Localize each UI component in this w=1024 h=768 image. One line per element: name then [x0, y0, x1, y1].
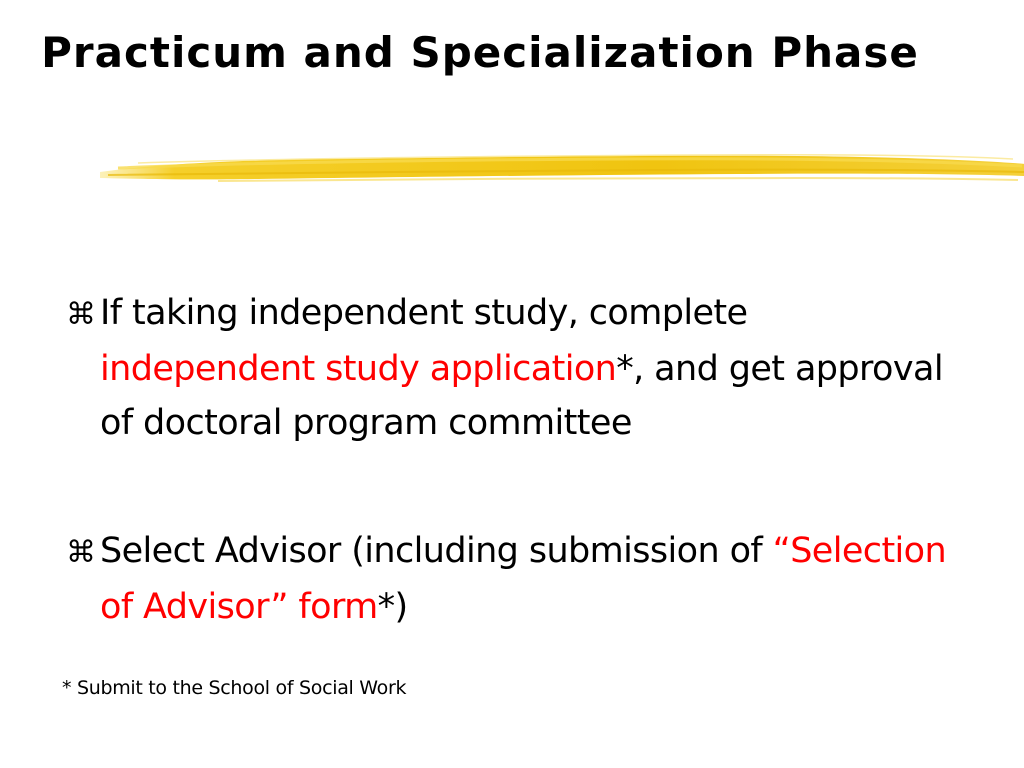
bullet-text-after: *, and get approval of doctoral program committee: [100, 349, 943, 443]
title-brush-underline: [98, 146, 1024, 190]
bullet-text-before: Select Advisor (including submission of: [100, 531, 773, 571]
bullet-text-before: If taking independent study, complete: [100, 293, 748, 333]
bullet-marker-icon: ⌘: [66, 535, 96, 570]
bullet-independent-study: [66, 286, 960, 450]
bullet-highlight: “Selection of Advisor” form: [100, 531, 947, 627]
bullet-highlight: independent study application: [100, 349, 617, 389]
slide-title: Practicum and Specialization Phase: [41, 28, 919, 77]
bullet-text-after: *): [377, 587, 408, 627]
footnote: * Submit to the School of Social Work: [62, 677, 407, 699]
bullet-select-advisor: [66, 524, 960, 634]
bullet-marker-icon: ⌘: [66, 297, 96, 332]
